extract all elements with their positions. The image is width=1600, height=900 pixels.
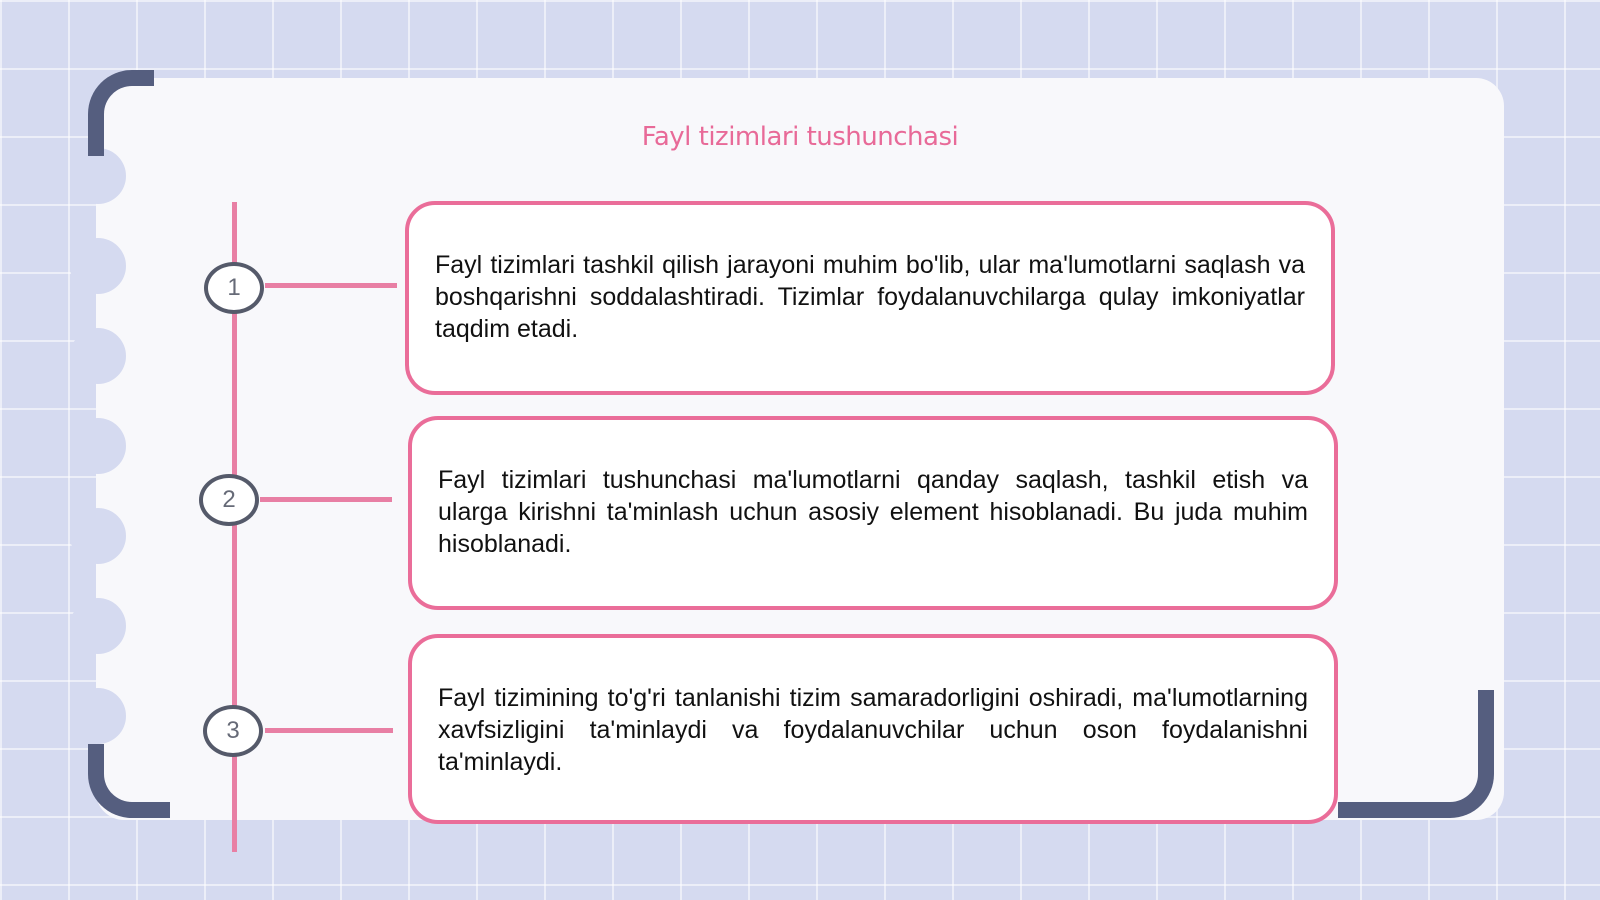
step-number-3: 3 [203, 705, 263, 757]
step-number-2: 2 [199, 474, 259, 526]
card-edge-notch [70, 598, 126, 654]
corner-bracket-bottom-right [1338, 690, 1494, 818]
timeline-connector-2 [260, 497, 392, 502]
card-edge-notch [70, 688, 126, 744]
corner-bracket-top-left [88, 70, 154, 156]
step-box-1 [405, 201, 1335, 395]
card-edge-notch [70, 508, 126, 564]
step-text-3: Fayl tizimining to'g'ri tanlanishi tizim samaradorligini oshiradi, ma'lumotlarning xavfsizligini ta'minlaydi va foydalanuvchilar uchun oson foydalanishni ta'minlaydi. [438, 684, 1308, 776]
timeline-connector-1 [265, 283, 397, 288]
step-box-3 [408, 634, 1338, 824]
slide-title: Fayl tizimlari tushunchasi [641, 122, 959, 152]
timeline-connector-3 [265, 728, 393, 733]
step-text-2: Fayl tizimlari tushunchasi ma'lumotlarni qanday saqlash, tashkil etish va ularga kirishni ta'minlash uchun asosiy element hisoblanadi. Bu juda muhim hisoblanadi. [438, 466, 1308, 558]
step-text-1: Fayl tizimlari tashkil qilish jarayoni muhim bo'lib, ular ma'lumotlarni saqlash va boshqarishni soddalashtiradi. Tizimlar foydalanuvchilarga qulay imkoniyatlar taqdim etadi. [435, 251, 1305, 343]
step-box-2 [408, 416, 1338, 610]
card-edge-notch [70, 238, 126, 294]
card-edge-notch [70, 148, 126, 204]
card-edge-notch [70, 328, 126, 384]
step-number-1: 1 [204, 262, 264, 314]
card-edge-notch [70, 418, 126, 474]
